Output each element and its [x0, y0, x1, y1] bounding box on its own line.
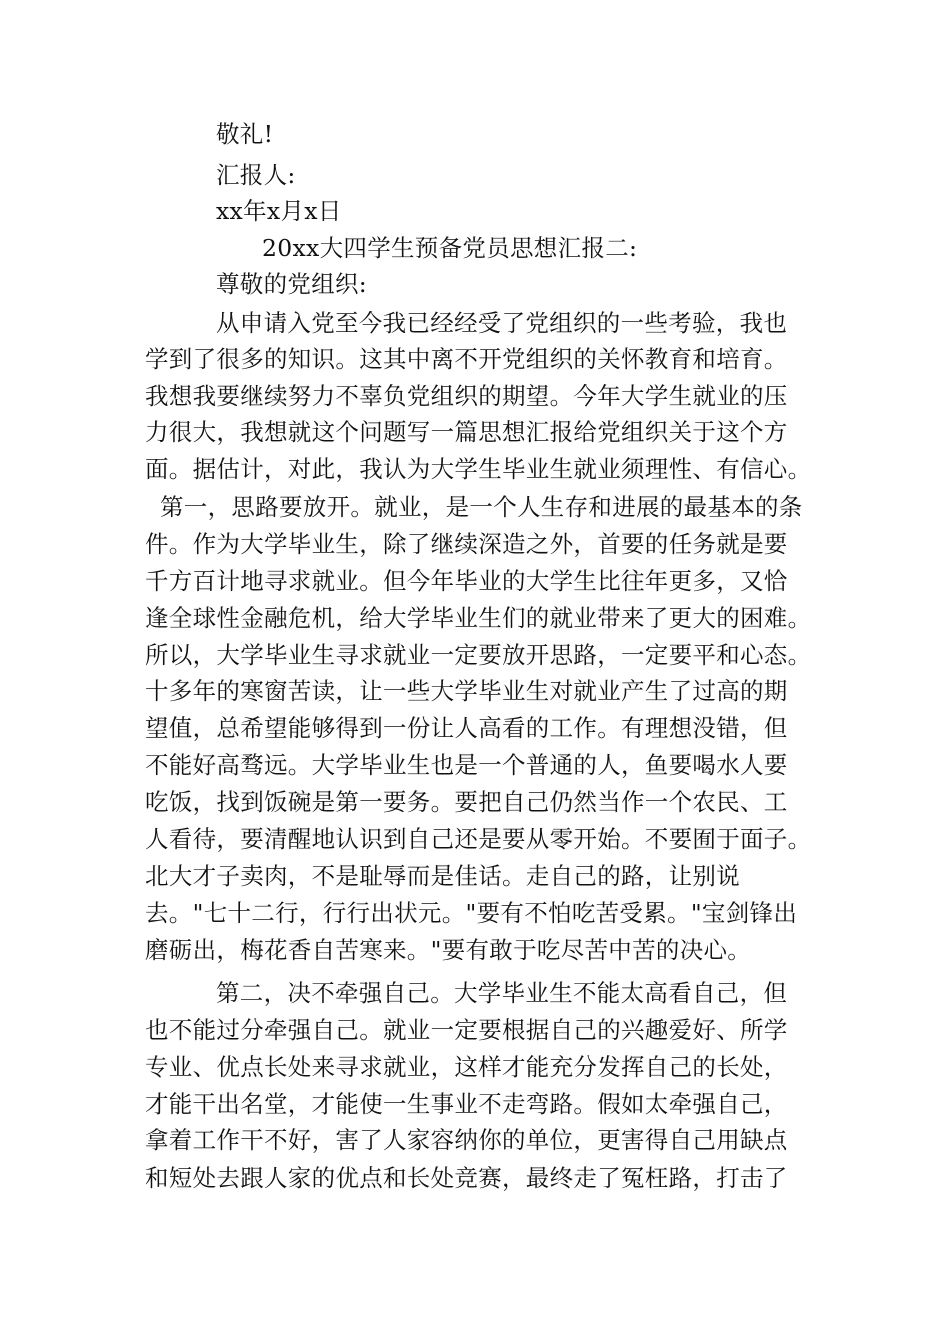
body-line: 和短处去跟人家的优点和长处竞赛，最终走了冤枉路，打击了	[145, 1164, 788, 1192]
body-line: 力很大，我想就这个问题写一篇思想汇报给党组织关于这个方	[145, 418, 788, 446]
body-line: 吃饭，找到饭碗是第一要务。要把自己仍然当作一个农民、工	[145, 788, 788, 816]
body-line: 学到了很多的知识。这其中离不开党组织的关怀教育和培育。	[145, 345, 788, 373]
body-line: 才能干出名堂，才能使一生事业不走弯路。假如太牵强自己，	[145, 1090, 788, 1118]
greeting: 尊敬的党组织:	[216, 270, 368, 298]
body-line: 磨砺出，梅花香自苦寒来。"要有敢于吃尽苦中苦的决心。	[145, 936, 752, 964]
body-line: 第一，思路要放开。就业，是一个人生存和进展的最基本的条	[160, 493, 803, 521]
report-title: 20xx大四学生预备党员思想汇报二:	[262, 234, 638, 262]
body-line: 千方百计地寻求就业。但今年毕业的大学生比往年更多，又恰	[145, 567, 788, 595]
body-line: 第二，决不牵强自己。大学毕业生不能太高看自己，但	[216, 979, 788, 1007]
body-line: 十多年的寒窗苦读，让一些大学毕业生对就业产生了过高的期	[145, 677, 788, 705]
body-line: 从申请入党至今我已经经受了党组织的一些考验，我也	[216, 309, 788, 337]
body-line: 拿着工作干不好，害了人家容纳你的单位，更害得自己用缺点	[145, 1126, 788, 1154]
body-line: 不能好高骛远。大学毕业生也是一个普通的人，鱼要喝水人要	[145, 751, 788, 779]
body-line: 人看待，要清醒地认识到自己还是要从零开始。不要囿于面子。	[145, 825, 812, 853]
body-line: 所以，大学毕业生寻求就业一定要放开思路，一定要平和心态。	[145, 641, 812, 669]
body-line: 也不能过分牵强自己。就业一定要根据自己的兴趣爱好、所学	[145, 1016, 788, 1044]
body-line: 件。作为大学毕业生，除了继续深造之外，首要的任务就是要	[145, 530, 788, 558]
body-line: 面。据估计，对此，我认为大学生毕业生就业须理性、有信心。	[145, 455, 812, 483]
body-line: 北大才子卖肉，不是耻辱而是佳话。走自己的路，让别说	[145, 862, 740, 890]
body-line: 专业、优点长处来寻求就业，这样才能充分发挥自己的长处，	[145, 1053, 788, 1081]
body-line: 望值，总希望能够得到一份让人高看的工作。有理想没错，但	[145, 714, 788, 742]
body-line: 去。"七十二行，行行出状元。"要有不怕吃苦受累。"宝剑锋出	[145, 899, 798, 927]
body-line: 逢全球性金融危机，给大学毕业生们的就业带来了更大的困难。	[145, 604, 812, 632]
body-line: 我想我要继续努力不辜负党组织的期望。今年大学生就业的压	[145, 382, 788, 410]
report-date: xx年x月x日	[216, 197, 342, 225]
closing-salute: 敬礼!	[216, 120, 274, 148]
reporter-label: 汇报人:	[216, 161, 296, 189]
